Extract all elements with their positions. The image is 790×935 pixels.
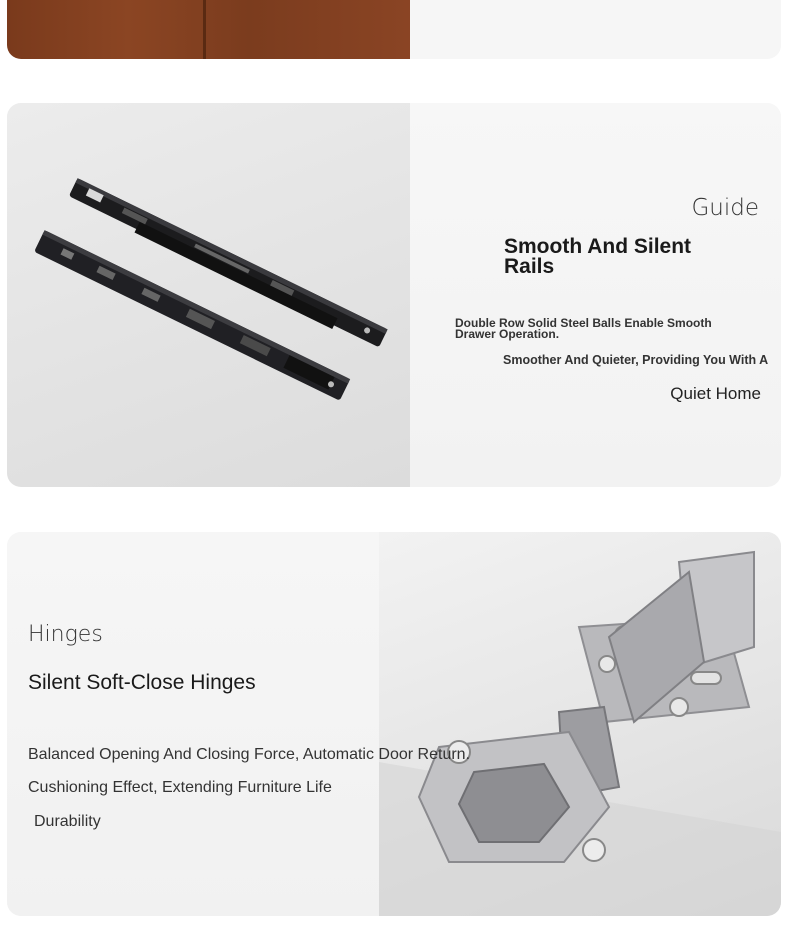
- hinges-kicker: Hinges: [28, 622, 103, 647]
- hinges-text-panel: [7, 532, 379, 916]
- hinges-image: [379, 532, 781, 916]
- drawer-rails-illustration: [7, 103, 410, 487]
- rails-description-1: Double Row Solid Steel Balls Enable Smooth Drawer Operation.: [455, 316, 712, 341]
- hinges-card: [7, 532, 781, 916]
- hinges-line-3: Durability: [34, 813, 101, 830]
- rails-kicker: Guide: [691, 195, 759, 221]
- rails-description-3: Quiet Home: [670, 384, 761, 403]
- top-card-text-panel: [410, 0, 781, 59]
- wood-seam: [203, 0, 206, 59]
- wood-panel-image: [7, 0, 410, 59]
- rails-title: Smooth And Silent Rails: [504, 235, 692, 278]
- hinges-line-1: Balanced Opening And Closing Force, Automatic Door Return.: [28, 746, 471, 763]
- rails-image: [7, 103, 410, 487]
- rails-card: [7, 103, 781, 487]
- rails-description-2: Smoother And Quieter, Providing You With A: [503, 353, 769, 367]
- top-card: [7, 0, 781, 59]
- hinges-title: Silent Soft-Close Hinges: [28, 671, 256, 694]
- soft-close-hinge-illustration: [379, 532, 781, 916]
- rails-text-panel: [410, 103, 781, 487]
- hinges-line-2: Cushioning Effect, Extending Furniture Life: [28, 779, 332, 796]
